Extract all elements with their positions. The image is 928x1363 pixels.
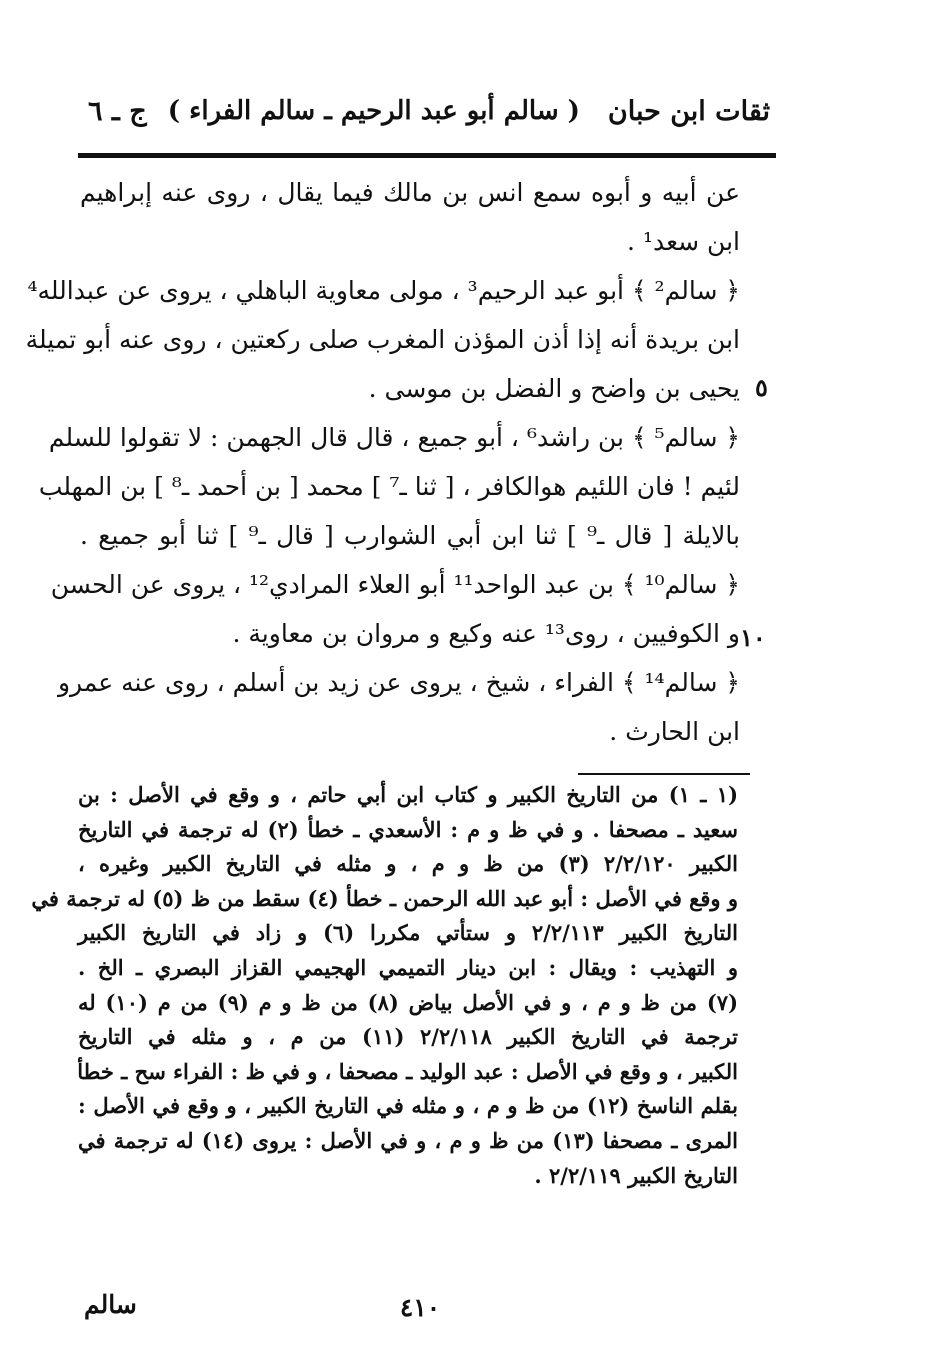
catchword: سالم [84, 1290, 137, 1319]
footnotes [31, 778, 739, 1193]
footnote-line: و وقع في الأصل : أبو عبد الله الرحمن ـ خطأ (٤) سقط من ظ (٥) له ترجمة في [31, 885, 738, 911]
section-title: ( سالم أبو عبد الرحيم ـ سالم الفراء ) [167, 96, 580, 126]
page-number: ٤١٠ [399, 1293, 441, 1322]
footnote-line: و التهذيب : ويقال : ابن دينار التميمي الهجيمي القزاز البصري ـ الخ . [78, 954, 738, 980]
text-line: ﴿ سالم⁵ ﴾ بن راشد⁶ ، أبو جميع ، قال قال الجهمن : لا تقولوا للسلم [48, 423, 740, 452]
footnote-line: الكبير ٢/٢/١٢٠ (٣) من ظ و م ، و مثله في التاريخ الكبير وغيره ، [78, 851, 738, 877]
text-line: ﴿ سالم² ﴾ أبو عبد الرحيم³ ، مولى معاوية الباهلي ، يروى عن عبدالله⁴ [27, 276, 740, 305]
text-line: ﴿ سالم¹⁰ ﴾ بن عبد الواحد¹¹ أبو العلاء المرادي¹² ، يروى عن الحسن [50, 570, 740, 599]
line-number-5: ٥ [755, 373, 768, 402]
footnote-line: التاريخ الكبير ٢/٢/١١٣ و ستأتي مكررا (٦) و زاد في التاريخ الكبير [78, 920, 738, 946]
text-line: ابن سعد¹ . [627, 227, 740, 256]
footnote-line: ترجمة في التاريخ الكبير ٢/٢/١١٨ (١١) من م ، و مثله في التاريخ [78, 1024, 739, 1050]
footnote-rule [578, 773, 750, 775]
footnote-line: المرى ـ مصحفا (١٣) من ظ و م ، و في الأصل : يروى (١٤) له ترجمة في [78, 1127, 738, 1153]
text-line: عن أبيه و أبوه سمع انس بن مالك فيما يقال ، روى عنه إبراهيم [80, 178, 740, 207]
text-line: ﴿ سالم¹⁴ ﴾ الفراء ، شيخ ، يروى عن زيد بن أسلم ، روى عنه عمرو [57, 668, 740, 697]
footnote-line: سعيد ـ مصحفا . و في ظ و م : الأسعدي ـ خطأ (٢) له ترجمة في التاريخ [78, 816, 738, 842]
text-line: ابن بريدة أنه إذا أذن المؤذن المغرب صلى ركعتين ، روى عنه أبو تميلة [25, 325, 740, 354]
text-line: ابن الحارث . [609, 717, 740, 746]
text-line: لئيم ! فان اللئيم هوالكافر ، [ ثنا ـ⁷ ] محمد [ بن أحمد ـ⁸ ] بن المهلب [38, 472, 740, 501]
text-line: بالايلة [ قال ـ⁹ ] ثنا ابن أبي الشوارب [ قال ـ⁹ ] ثنا أبو جميع . [80, 521, 740, 550]
main-text [25, 168, 740, 756]
footnote-line: (٧) من ظ و م ، و في الأصل بياض (٨) من ظ و م (٩) من م (١٠) له [78, 989, 738, 1015]
book-title: ثقات ابن حبان [607, 96, 770, 127]
footnote-line: (١ ـ ١) من التاريخ الكبير و كتاب ابن أبي حاتم ، و وقع في الأصل : بن [78, 782, 738, 807]
header-rule [78, 153, 776, 158]
footnote-line: بقلم الناسخ (١٢) من ظ و م ، و مثله في التاريخ الكبير ، و وقع في الأصل : [78, 1093, 738, 1119]
text-line: يحيى بن واضح و الفضل بن موسى . [368, 374, 740, 403]
footnote-line: التاريخ الكبير ٢/٢/١١٩ . [534, 1162, 738, 1188]
footnote-line: الكبير ، و وقع في الأصل : عبد الوليد ـ مصحفا ، و في ظ : الفراء سح ـ خطأ [77, 1058, 738, 1084]
text-line: و الكوفيين ، روى¹³ عنه وكيع و مروان بن معاوية . [232, 619, 740, 648]
line-number-10: ١٠ [740, 623, 766, 652]
running-header [80, 92, 770, 142]
volume-label: ج ـ ٦ [88, 96, 147, 127]
